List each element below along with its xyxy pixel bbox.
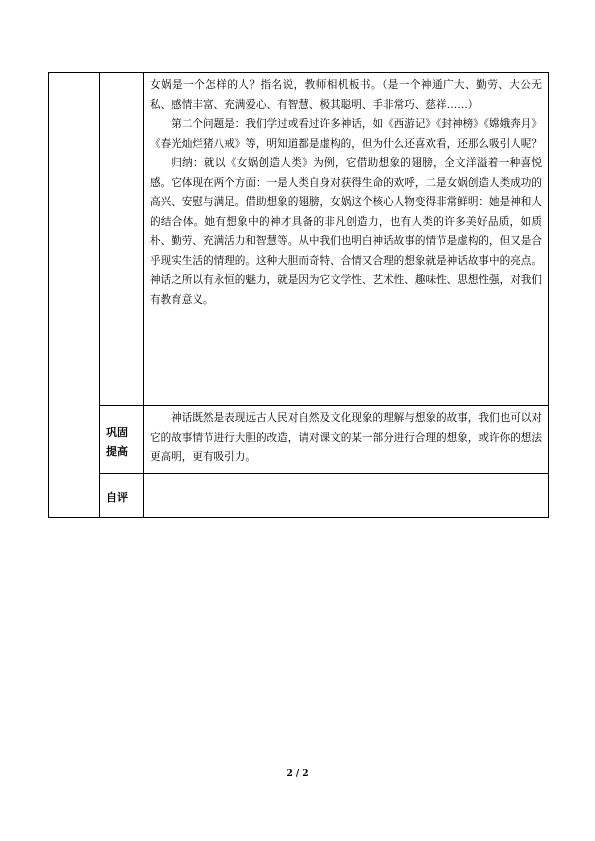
self-evaluation-label: 自评 [100, 474, 144, 518]
self-evaluation-content [144, 474, 549, 518]
consolidation-text: 神话既然是表现远古人民对自然及文化现象的理解与想象的故事，我们也可以对它的故事情节进行大胆的改造，请对课文的某一部分进行合理的想象，或许你的想法更高明，更有吸引力。 [150, 412, 542, 463]
consolidation-label: 巩固提高 [100, 406, 144, 474]
teaching-content-cell [144, 73, 549, 406]
lesson-plan-table [48, 72, 549, 518]
teaching-process-row [49, 73, 549, 406]
paragraph-nuwa-question: 女娲是一个怎样的人？指名说，教师相机板书。（是一个神通广大、勤劳、大公无私、感情丰富、充满爱心、有智慧、极其聪明、手非常巧、慈祥……） [150, 79, 542, 111]
paragraph-summary: 归纳：就以《女娲创造人类》为例，它借助想象的翅膀，全文洋溢着一种喜悦感。它体现在两个方面：一是人类自身对获得生命的欢呼，二是女娲创造人类成功的高兴、安慰与满足。借助想象的翅膀，女娲这个核心人物变得非常鲜明：她是神和人的结合体。她有想象中的神才具备的非凡创造力，也有人类的许多美好品质，如质朴、勤劳、充满活力和智慧等。从中我们也明白神话故事的情节是虚构的，但又是合乎现实生活的情理的。这种大胆而奇特、合情又合理的想象就是神话故事中的亮点。神话之所以有永恒的魅力，就是因为它文学性、艺术性、趣味性、思想性强，对我们有教育意义。 [150, 157, 542, 306]
sub-label-cell [100, 73, 144, 406]
paragraph-second-question: 第二个问题是：我们学过或看过许多神话，如《西游记》《封神榜》《嫦娥奔月》《春光灿烂猪八戒》等，明知道都是虚构的，但为什么还喜欢看，还那么吸引人呢？ [150, 118, 542, 150]
self-evaluation-row [49, 474, 549, 518]
consolidation-content [144, 406, 549, 474]
consolidation-row [49, 406, 549, 474]
page-number: 2 / 2 [286, 769, 309, 779]
section-label-cell [49, 73, 100, 518]
